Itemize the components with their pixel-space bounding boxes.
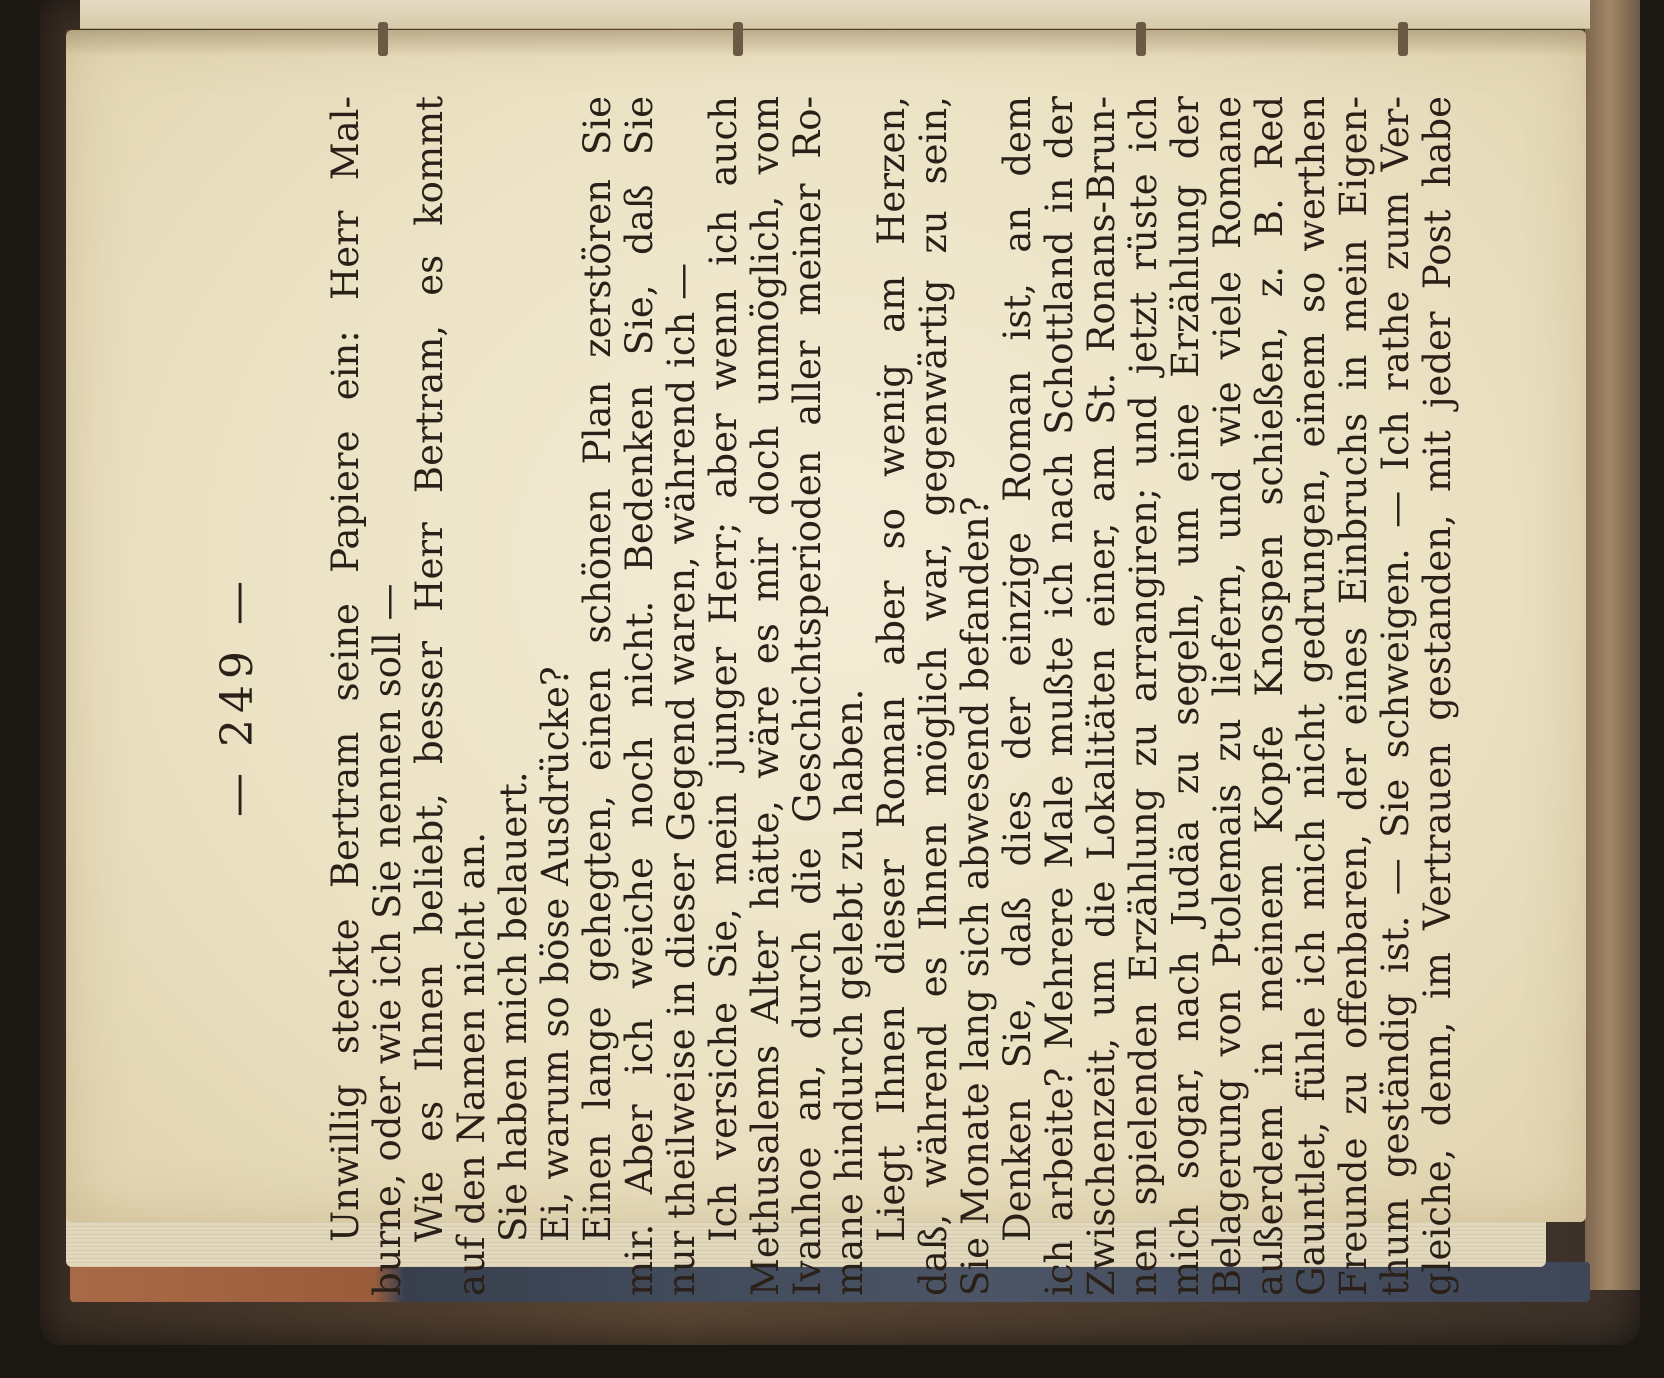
text-line: nen spielenden Erzählung zu arrangiren; und jetzt rüste ich	[1122, 96, 1165, 1296]
text-line: Ivanhoe an, durch die Geschichtsperioden aller meiner Ro-	[786, 96, 829, 1296]
text-line: thum geständig ist. — Sie schweigen. — Ich rathe zum Ver-	[1374, 96, 1417, 1296]
text-line: auf den Namen nicht an.	[450, 831, 493, 1296]
text-line: Ei, warum so böse Ausdrücke?	[534, 666, 577, 1242]
text-line: Zwischenzeit, um die Lokalitäten einer, am St. Ronans-Brun-	[1080, 96, 1123, 1296]
text-line: burne, oder wie ich Sie nennen soll —	[366, 583, 409, 1296]
text-line: Denken Sie, daß dies der einzige Roman ist, an dem	[996, 96, 1039, 1242]
text-line: mich sogar, nach Judäa zu segeln, um eine Erzählung der	[1164, 96, 1207, 1296]
text-line: Sie haben mich belauert.	[492, 771, 535, 1242]
facing-page-edge	[80, 0, 1590, 29]
text-line: Belagerung von Ptolemais zu liefern, und wie viele Romane	[1206, 96, 1249, 1296]
text-line: Freunde zu offenbaren, der eines Einbruchs in mein Eigen-	[1332, 96, 1375, 1296]
binding-stitch	[1398, 22, 1408, 56]
text-line: Unwillig steckte Bertram seine Papiere ein: Herr Mal-	[324, 96, 367, 1242]
text-line: außerdem in meinem Kopfe Knospen schießen, z. B. Red	[1248, 96, 1291, 1296]
text-line: gleiche, denn, im Vertrauen gestanden, mit jeder Post habe	[1416, 96, 1459, 1296]
page-number: — 249 —	[212, 575, 263, 817]
text-line: Sie Monate lang sich abwesend befanden?	[954, 496, 997, 1296]
text-line: Liegt Ihnen dieser Roman aber so wenig am Herzen,	[870, 96, 913, 1242]
binding-stitch	[378, 22, 388, 56]
page-text-block	[183, 96, 1459, 1296]
text-line: mir. Aber ich weiche noch nicht. Bedenken Sie, daß Sie	[618, 96, 661, 1296]
text-line: mane hindurch gelebt zu haben.	[828, 688, 871, 1296]
text-line: daß, während es Ihnen möglich war, gegenwärtig zu sein,	[912, 96, 955, 1296]
text-line: nur theilweise in dieser Gegend waren, während ich —	[660, 262, 703, 1296]
gutter-shadow	[66, 30, 1586, 56]
text-line: Methusalems Alter hätte, wäre es mir doch unmöglich, vom	[744, 96, 787, 1296]
text-line: Gauntlet, fühle ich mich nicht gedrungen, einem so werthen	[1290, 96, 1333, 1296]
book-spine-edge	[1585, 0, 1640, 1290]
binding-stitch	[733, 22, 743, 56]
binding-stitch	[1136, 22, 1146, 56]
text-line: Ich versiche Sie, mein junger Herr; aber wenn ich auch	[702, 96, 745, 1242]
text-line: Einen lange gehegten, einen schönen Plan zerstören Sie	[576, 96, 619, 1242]
text-line: Wie es Ihnen beliebt, besser Herr Bertram, es kommt	[408, 96, 451, 1242]
text-line: ich arbeite? Mehrere Male mußte ich nach Schottland in der	[1038, 96, 1081, 1296]
